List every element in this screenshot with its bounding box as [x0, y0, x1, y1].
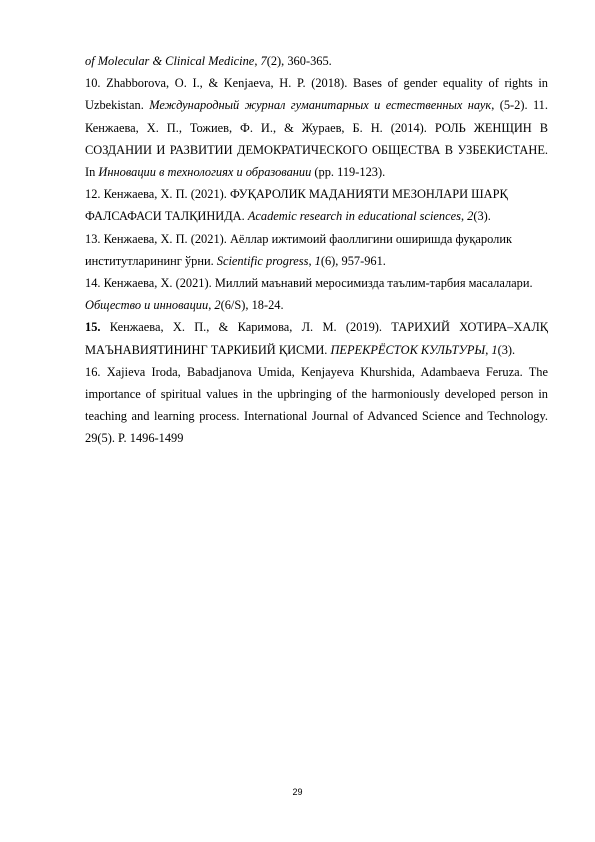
- reference-text-run: (pp. 119-123).: [311, 165, 386, 180]
- reference-text-run: ,: [485, 342, 492, 357]
- reference-13: [85, 228, 548, 272]
- reference-text-run: 1: [491, 342, 498, 357]
- reference-text-run: ,: [308, 253, 315, 268]
- reference-list: [85, 50, 548, 450]
- reference-14: [85, 272, 548, 316]
- reference-text-run: of Molecular & Clinical Medicine: [85, 54, 255, 68]
- reference-text-run: Scientific progress: [216, 253, 309, 268]
- reference-text-run: 16. Xajieva Iroda, Babadjanova Umida, Kenjayeva Khurshida, Adambaeva Feruza. The importance of spiritual values in the upbringing of the harmoniously developed person in teaching and learning process. International Journal of Advanced Science and Technology. 29(5). P. 1496-1499: [85, 364, 548, 446]
- reference-16: [85, 361, 548, 450]
- reference-text-run: ,: [254, 54, 261, 68]
- reference-text-run: (6/S), 18-24.: [220, 298, 284, 313]
- reference-12: [85, 183, 548, 227]
- reference-10-11: [85, 72, 548, 183]
- reference-text-run: 2: [467, 209, 474, 224]
- reference-text-run: 7: [260, 54, 267, 68]
- page-number: 29: [292, 787, 303, 797]
- reference-text-run: Международный журнал гуманитарных и естественных наук: [149, 98, 492, 113]
- reference-text-run: ПЕРЕКРЁСТОК КУЛЬТУРЫ: [330, 342, 486, 357]
- reference-continuation: [85, 50, 548, 72]
- reference-text-run: (2), 360-365.: [266, 54, 332, 68]
- reference-text-run: Общество и инновации: [85, 298, 209, 313]
- reference-15: [85, 316, 548, 360]
- reference-text-run: 13. Кенжаева, Х. П. (2021). Аёллар ижтимоий фаоллигини оширишда фуқаролик институтларининг ўрни.: [85, 231, 512, 268]
- reference-text-run: 12. Кенжаева, Х. П. (2021). ФУҚАРОЛИК МАДАНИЯТИ МЕЗОНЛАРИ ШАРҚ ФАЛСАФАСИ ТАЛҚИНИДА.: [85, 187, 508, 224]
- reference-text-run: Academic research in educational sciences: [247, 209, 461, 224]
- reference-text-run: 10. Zhabborova, O. I., & Kenjaeva, H. P. (2018). Bases of gender equality of rights in Uzbekistan.: [85, 76, 548, 113]
- reference-text-run: ,: [460, 209, 468, 224]
- reference-text-run: 2: [214, 298, 221, 313]
- reference-text-run: (3).: [497, 342, 516, 357]
- reference-text-run: Инновации в технологиях и образовании: [98, 165, 312, 180]
- reference-text-run: Кенжаева, Х. П., & Каримова, Л. М. (2019). ТАРИХИЙ ХОТИРА–ХАЛҚ МАЪНАВИЯТИНИНГ ТАРКИБИЙ ҚИСМИ.: [85, 320, 548, 357]
- reference-text-run: (3).: [473, 209, 491, 224]
- reference-text-run: 15.: [85, 320, 101, 335]
- reference-text-run: , (5-2). 11. Кенжаева, Х. П., Тожиев, Ф. И., & Жураев, Б. Н. (2014). РОЛЬ ЖЕНЩИН В СОЗДАНИИ И РАЗВИТИИ ДЕМОКРАТИЧЕСКОГО ОБЩЕСТВА В УЗБЕКИСТАНЕ. In: [85, 98, 548, 180]
- reference-text-run: 1: [314, 253, 321, 268]
- reference-text-run: ,: [208, 298, 215, 313]
- reference-text-run: 14. Кенжаева, Х. (2021). Миллий маънавий меросимизда таълим-тарбия масалалари.: [85, 276, 533, 291]
- reference-text-run: (6), 957-961.: [320, 253, 386, 268]
